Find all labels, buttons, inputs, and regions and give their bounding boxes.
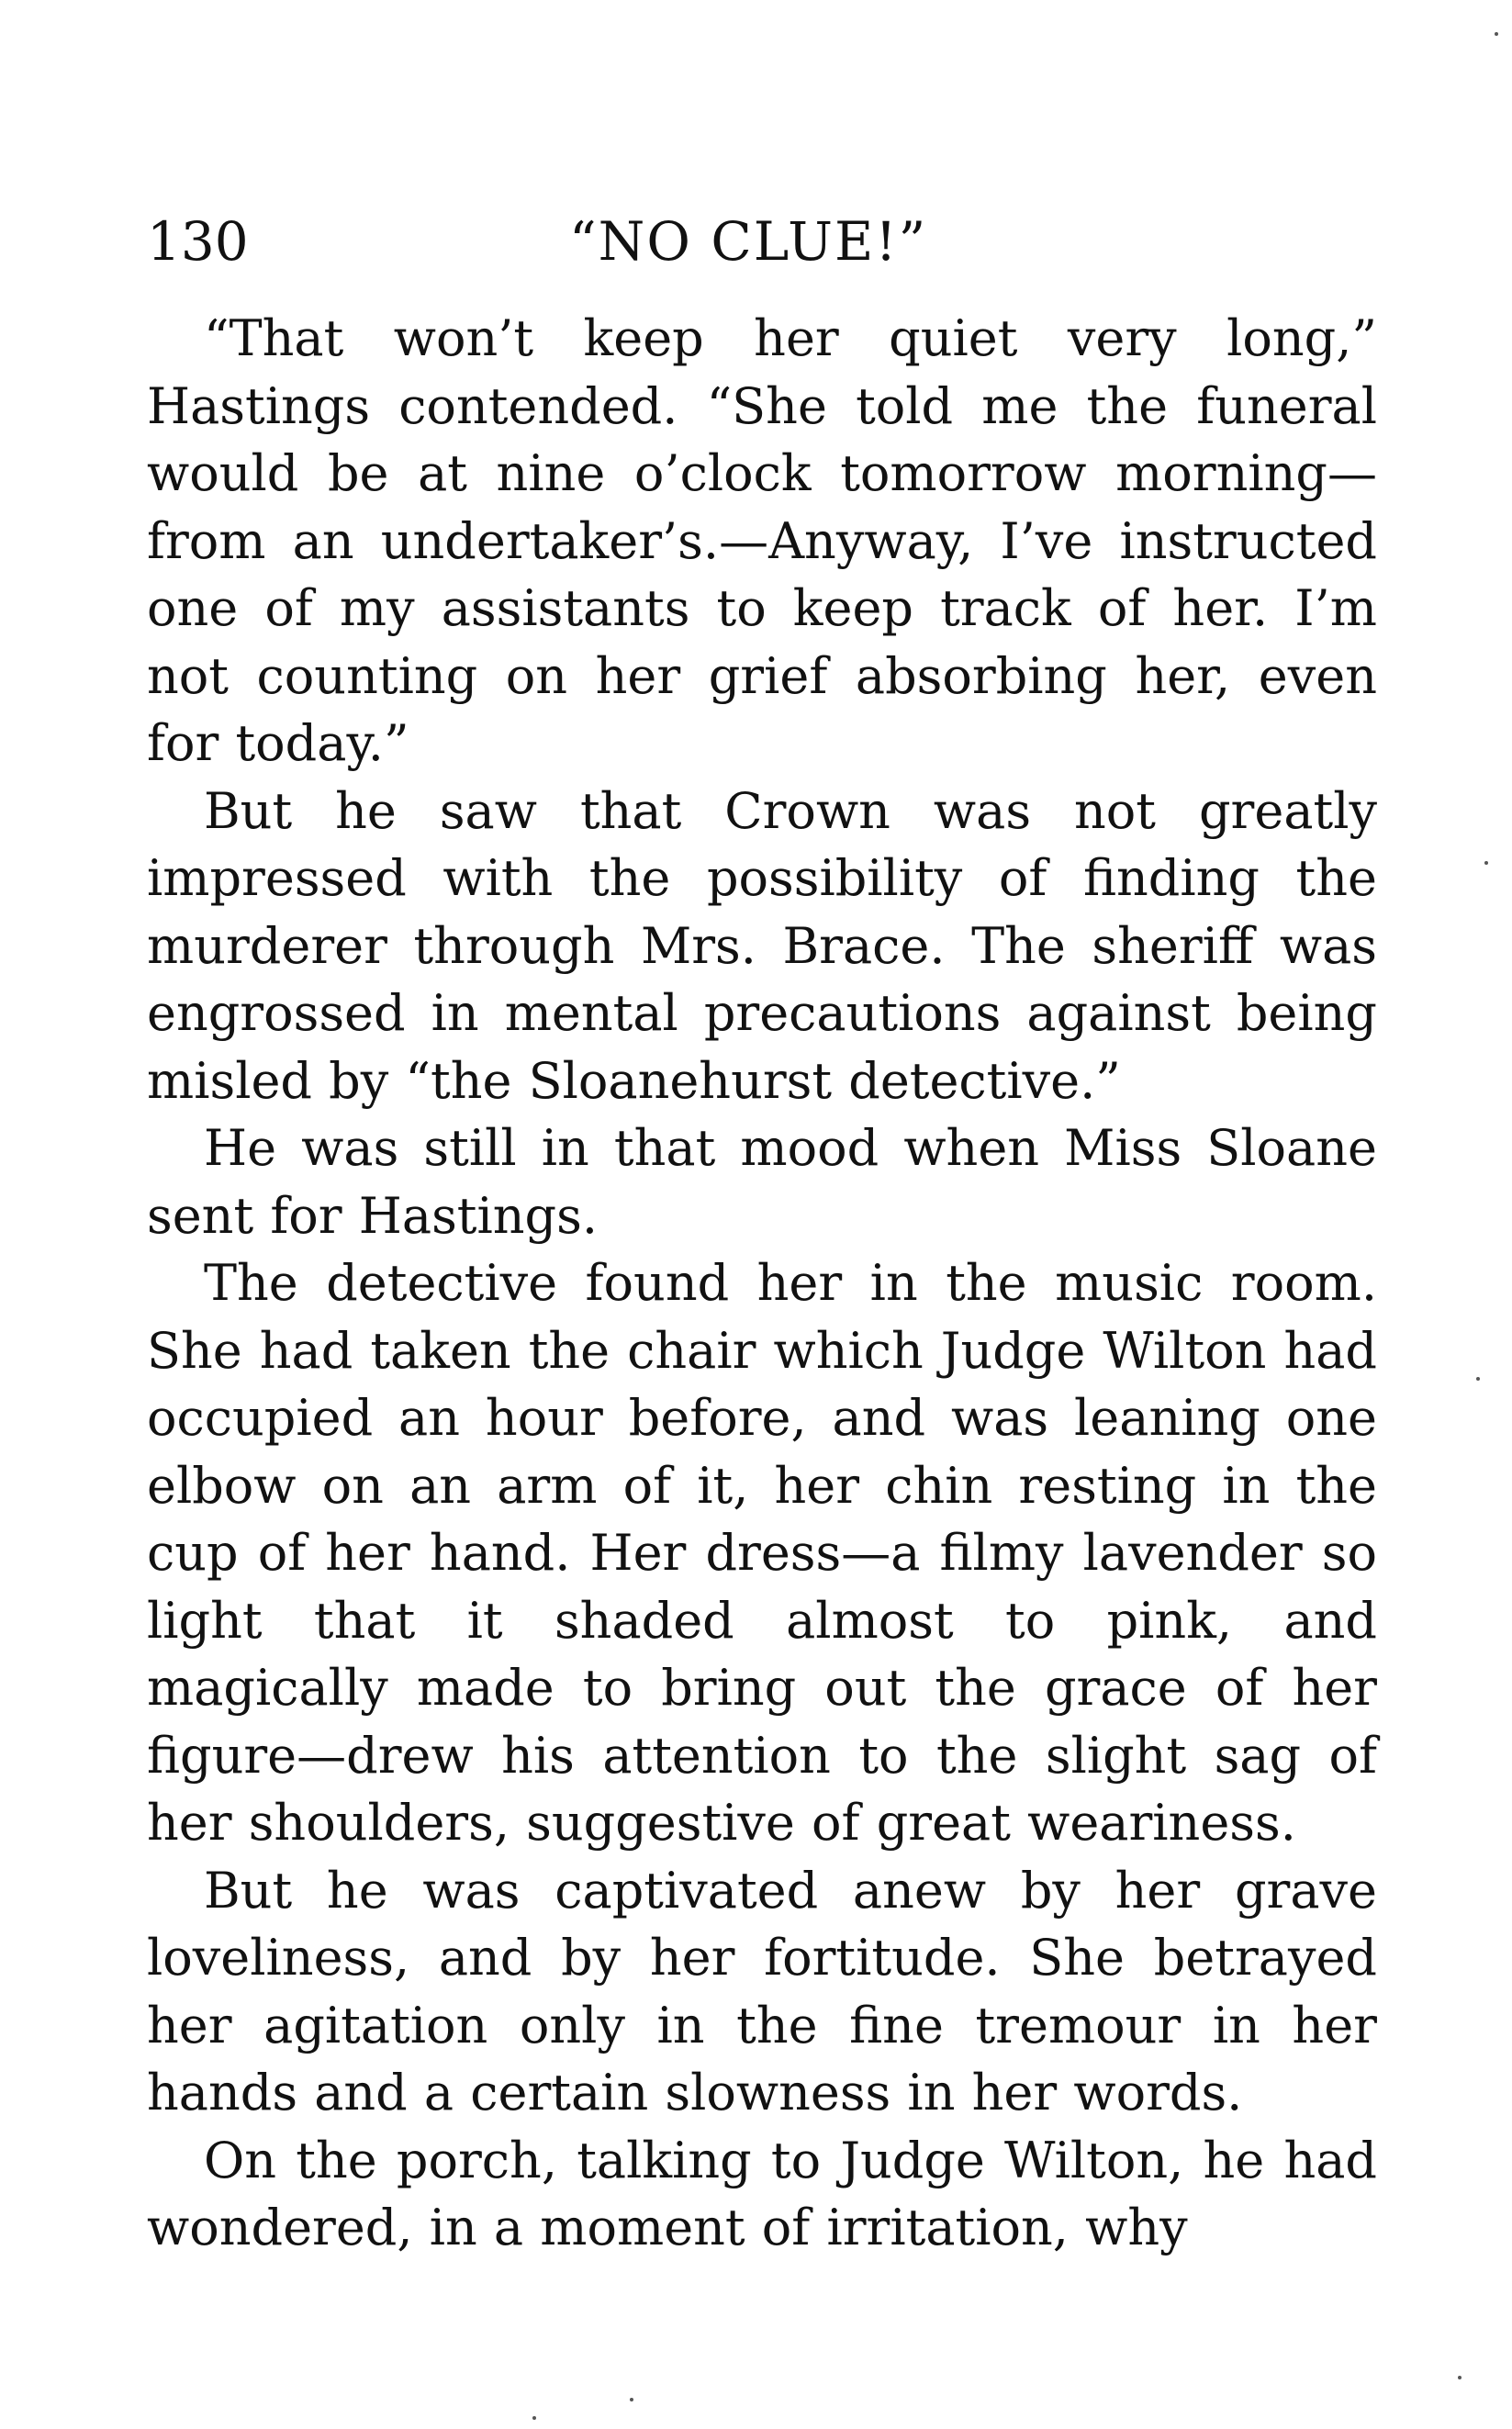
page-number: 130	[147, 210, 249, 273]
paragraph: But he was captivated anew by her grave loveliness, and by her fortitude. She betrayed her agitation only in the fine tremour in her hands and a certain slowness in her words.	[147, 1861, 1377, 2121]
body-text	[147, 305, 1377, 2262]
running-head	[147, 209, 1377, 274]
running-title: “NO CLUE!”	[569, 210, 928, 273]
paragraph: He was still in that mood when Miss Sloane sent for Hastings.	[147, 1119, 1377, 1245]
scan-speck	[1458, 2376, 1462, 2379]
paragraph: “That won’t keep her quiet very long,” Hastings contended. “She told me the funeral would be at nine o’clock tomorrow morning—from an undertaker’s.—Anyway, I’ve instructed one of my assistants to keep track of her. I’m not counting on her grief absorbing her, even for today.”	[147, 309, 1377, 772]
paragraph: On the porch, talking to Judge Wilton, he had wondered, in a moment of irritation, why	[147, 2131, 1377, 2256]
scan-speck	[532, 2416, 536, 2420]
scan-speck	[1476, 1377, 1480, 1381]
scan-speck	[1495, 32, 1498, 36]
scan-speck	[630, 2398, 633, 2401]
paragraph: The detective found her in the music room. She had taken the chair which Judge Wilton had occupied an hour before, and was leaning one elbow on an arm of it, her chin resting in the cup of her hand. Her dress—a filmy lavender so light that it shaded almost to pink, and magically made to bring out the grace of her figure—drew his attention to the slight sag of her shoulders, suggestive of great weariness.	[147, 1254, 1377, 1852]
paragraph: But he saw that Crown was not greatly impressed with the possibility of finding the murderer through Mrs. Brace. The sheriff was engrossed in mental precautions against being misled by “the Sloanehurst detective.”	[147, 781, 1377, 1110]
scan-speck	[1484, 861, 1488, 865]
